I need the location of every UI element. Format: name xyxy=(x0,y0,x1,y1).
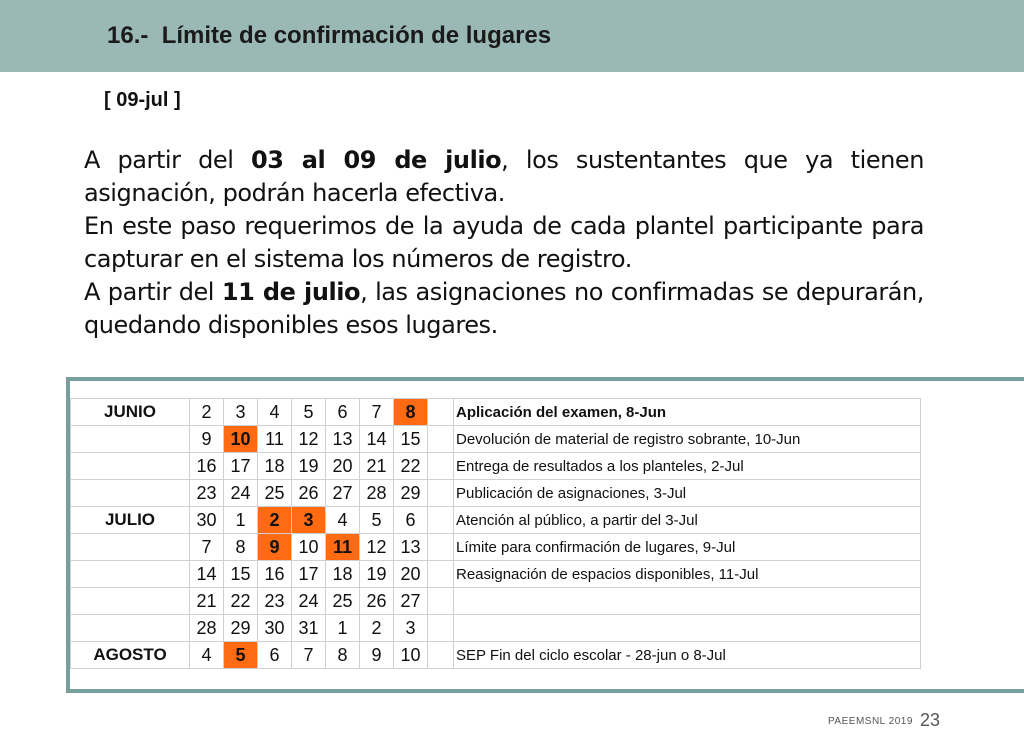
paragraph-3 xyxy=(84,276,924,342)
paragraph-1 xyxy=(84,144,924,210)
calendar-row xyxy=(71,588,921,615)
month-label: JULIO xyxy=(71,507,190,534)
day-cell: 22 xyxy=(224,588,258,615)
emphasis-dates: 03 al 09 de julio xyxy=(250,146,502,174)
day-cell: 7 xyxy=(190,534,224,561)
day-cell: 21 xyxy=(190,588,224,615)
day-cell: 2 xyxy=(190,399,224,426)
day-cell: 14 xyxy=(190,561,224,588)
day-cell: 7 xyxy=(360,399,394,426)
day-cell: 15 xyxy=(394,426,428,453)
event-description: Aplicación del examen, 8-Jun xyxy=(454,399,921,426)
event-description: Atención al público, a partir del 3-Jul xyxy=(454,507,921,534)
text-run: A partir del xyxy=(84,146,251,174)
spacer-cell xyxy=(428,615,454,642)
event-description: Límite para confirmación de lugares, 9-Jul xyxy=(454,534,921,561)
day-cell: 1 xyxy=(326,615,360,642)
day-cell: 8 xyxy=(326,642,360,669)
day-cell: 16 xyxy=(190,453,224,480)
day-cell: 6 xyxy=(326,399,360,426)
day-cell: 25 xyxy=(258,480,292,507)
day-cell: 9 xyxy=(360,642,394,669)
day-cell: 25 xyxy=(326,588,360,615)
calendar-row xyxy=(71,480,921,507)
day-cell: 20 xyxy=(326,453,360,480)
day-cell-highlighted: 9 xyxy=(258,534,292,561)
day-cell: 19 xyxy=(292,453,326,480)
spacer-cell xyxy=(428,588,454,615)
calendar-row xyxy=(71,399,921,426)
month-label xyxy=(71,453,190,480)
event-description: Devolución de material de registro sobrante, 10-Jun xyxy=(454,426,921,453)
day-cell: 18 xyxy=(326,561,360,588)
day-cell: 13 xyxy=(326,426,360,453)
day-cell: 4 xyxy=(258,399,292,426)
day-cell: 13 xyxy=(394,534,428,561)
day-cell: 21 xyxy=(360,453,394,480)
event-description: Entrega de resultados a los planteles, 2-Jul xyxy=(454,453,921,480)
day-cell: 27 xyxy=(394,588,428,615)
day-cell-highlighted: 2 xyxy=(258,507,292,534)
day-cell: 6 xyxy=(394,507,428,534)
day-cell: 29 xyxy=(394,480,428,507)
text-run: , los sustentantes que ya tienen asignación, podrán hacerla efectiva. xyxy=(84,146,924,207)
day-cell: 5 xyxy=(360,507,394,534)
spacer-cell xyxy=(428,480,454,507)
day-cell: 12 xyxy=(292,426,326,453)
day-cell: 10 xyxy=(292,534,326,561)
spacer-cell xyxy=(428,534,454,561)
calendar-table xyxy=(70,398,921,669)
day-cell-highlighted: 8 xyxy=(394,399,428,426)
day-cell: 23 xyxy=(258,588,292,615)
spacer-cell xyxy=(428,399,454,426)
day-cell: 29 xyxy=(224,615,258,642)
month-label: JUNIO xyxy=(71,399,190,426)
day-cell: 26 xyxy=(292,480,326,507)
event-description: Reasignación de espacios disponibles, 11-Jul xyxy=(454,561,921,588)
text-run: A partir del xyxy=(84,278,222,306)
day-cell: 28 xyxy=(360,480,394,507)
day-cell: 15 xyxy=(224,561,258,588)
date-tag: [ 09-jul ] xyxy=(104,89,181,111)
day-cell: 26 xyxy=(360,588,394,615)
day-cell-highlighted: 3 xyxy=(292,507,326,534)
day-cell: 18 xyxy=(258,453,292,480)
month-label xyxy=(71,588,190,615)
month-label xyxy=(71,615,190,642)
day-cell: 8 xyxy=(224,534,258,561)
day-cell: 27 xyxy=(326,480,360,507)
calendar-row xyxy=(71,453,921,480)
day-cell: 2 xyxy=(360,615,394,642)
paragraph-2 xyxy=(84,210,924,276)
text-run: En este paso requerimos de la ayuda de cada plantel participante para capturar en el sistema los números de registro. xyxy=(84,212,924,273)
day-cell: 24 xyxy=(224,480,258,507)
spacer-cell xyxy=(428,426,454,453)
calendar-row xyxy=(71,534,921,561)
day-cell: 10 xyxy=(394,642,428,669)
body-text xyxy=(84,144,924,342)
calendar-row xyxy=(71,642,921,669)
day-cell-highlighted: 5 xyxy=(224,642,258,669)
calendar-row xyxy=(71,615,921,642)
day-cell: 9 xyxy=(190,426,224,453)
emphasis-date: 11 de julio xyxy=(221,278,361,306)
text-run: , las asignaciones no confirmadas se depurarán, quedando disponibles esos lugares. xyxy=(84,278,924,339)
event-description: SEP Fin del ciclo escolar - 28-jun o 8-Jul xyxy=(454,642,921,669)
event-description xyxy=(454,588,921,615)
day-cell: 14 xyxy=(360,426,394,453)
calendar-row xyxy=(71,507,921,534)
day-cell: 28 xyxy=(190,615,224,642)
spacer-cell xyxy=(428,453,454,480)
day-cell: 31 xyxy=(292,615,326,642)
day-cell: 4 xyxy=(190,642,224,669)
spacer-cell xyxy=(428,642,454,669)
day-cell: 19 xyxy=(360,561,394,588)
day-cell: 23 xyxy=(190,480,224,507)
day-cell: 20 xyxy=(394,561,428,588)
day-cell: 11 xyxy=(258,426,292,453)
calendar-row xyxy=(71,561,921,588)
day-cell: 17 xyxy=(292,561,326,588)
day-cell: 6 xyxy=(258,642,292,669)
day-cell: 1 xyxy=(224,507,258,534)
day-cell-highlighted: 10 xyxy=(224,426,258,453)
day-cell: 30 xyxy=(258,615,292,642)
footer-brand: PAEEMSNL 2019 xyxy=(828,716,913,727)
event-description: Publicación de asignaciones, 3-Jul xyxy=(454,480,921,507)
month-label xyxy=(71,426,190,453)
day-cell: 7 xyxy=(292,642,326,669)
slide-title: 16.- Límite de confirmación de lugares xyxy=(107,22,552,49)
day-cell: 12 xyxy=(360,534,394,561)
day-cell: 22 xyxy=(394,453,428,480)
day-cell: 4 xyxy=(326,507,360,534)
day-cell: 3 xyxy=(224,399,258,426)
day-cell: 30 xyxy=(190,507,224,534)
day-cell: 3 xyxy=(394,615,428,642)
calendar-row xyxy=(71,426,921,453)
month-label xyxy=(71,561,190,588)
spacer-cell xyxy=(428,561,454,588)
day-cell: 16 xyxy=(258,561,292,588)
month-label: AGOSTO xyxy=(71,642,190,669)
day-cell: 17 xyxy=(224,453,258,480)
month-label xyxy=(71,534,190,561)
month-label xyxy=(71,480,190,507)
day-cell: 5 xyxy=(292,399,326,426)
event-description xyxy=(454,615,921,642)
day-cell: 24 xyxy=(292,588,326,615)
day-cell-highlighted: 11 xyxy=(326,534,360,561)
spacer-cell xyxy=(428,507,454,534)
page-number: 23 xyxy=(920,710,941,730)
